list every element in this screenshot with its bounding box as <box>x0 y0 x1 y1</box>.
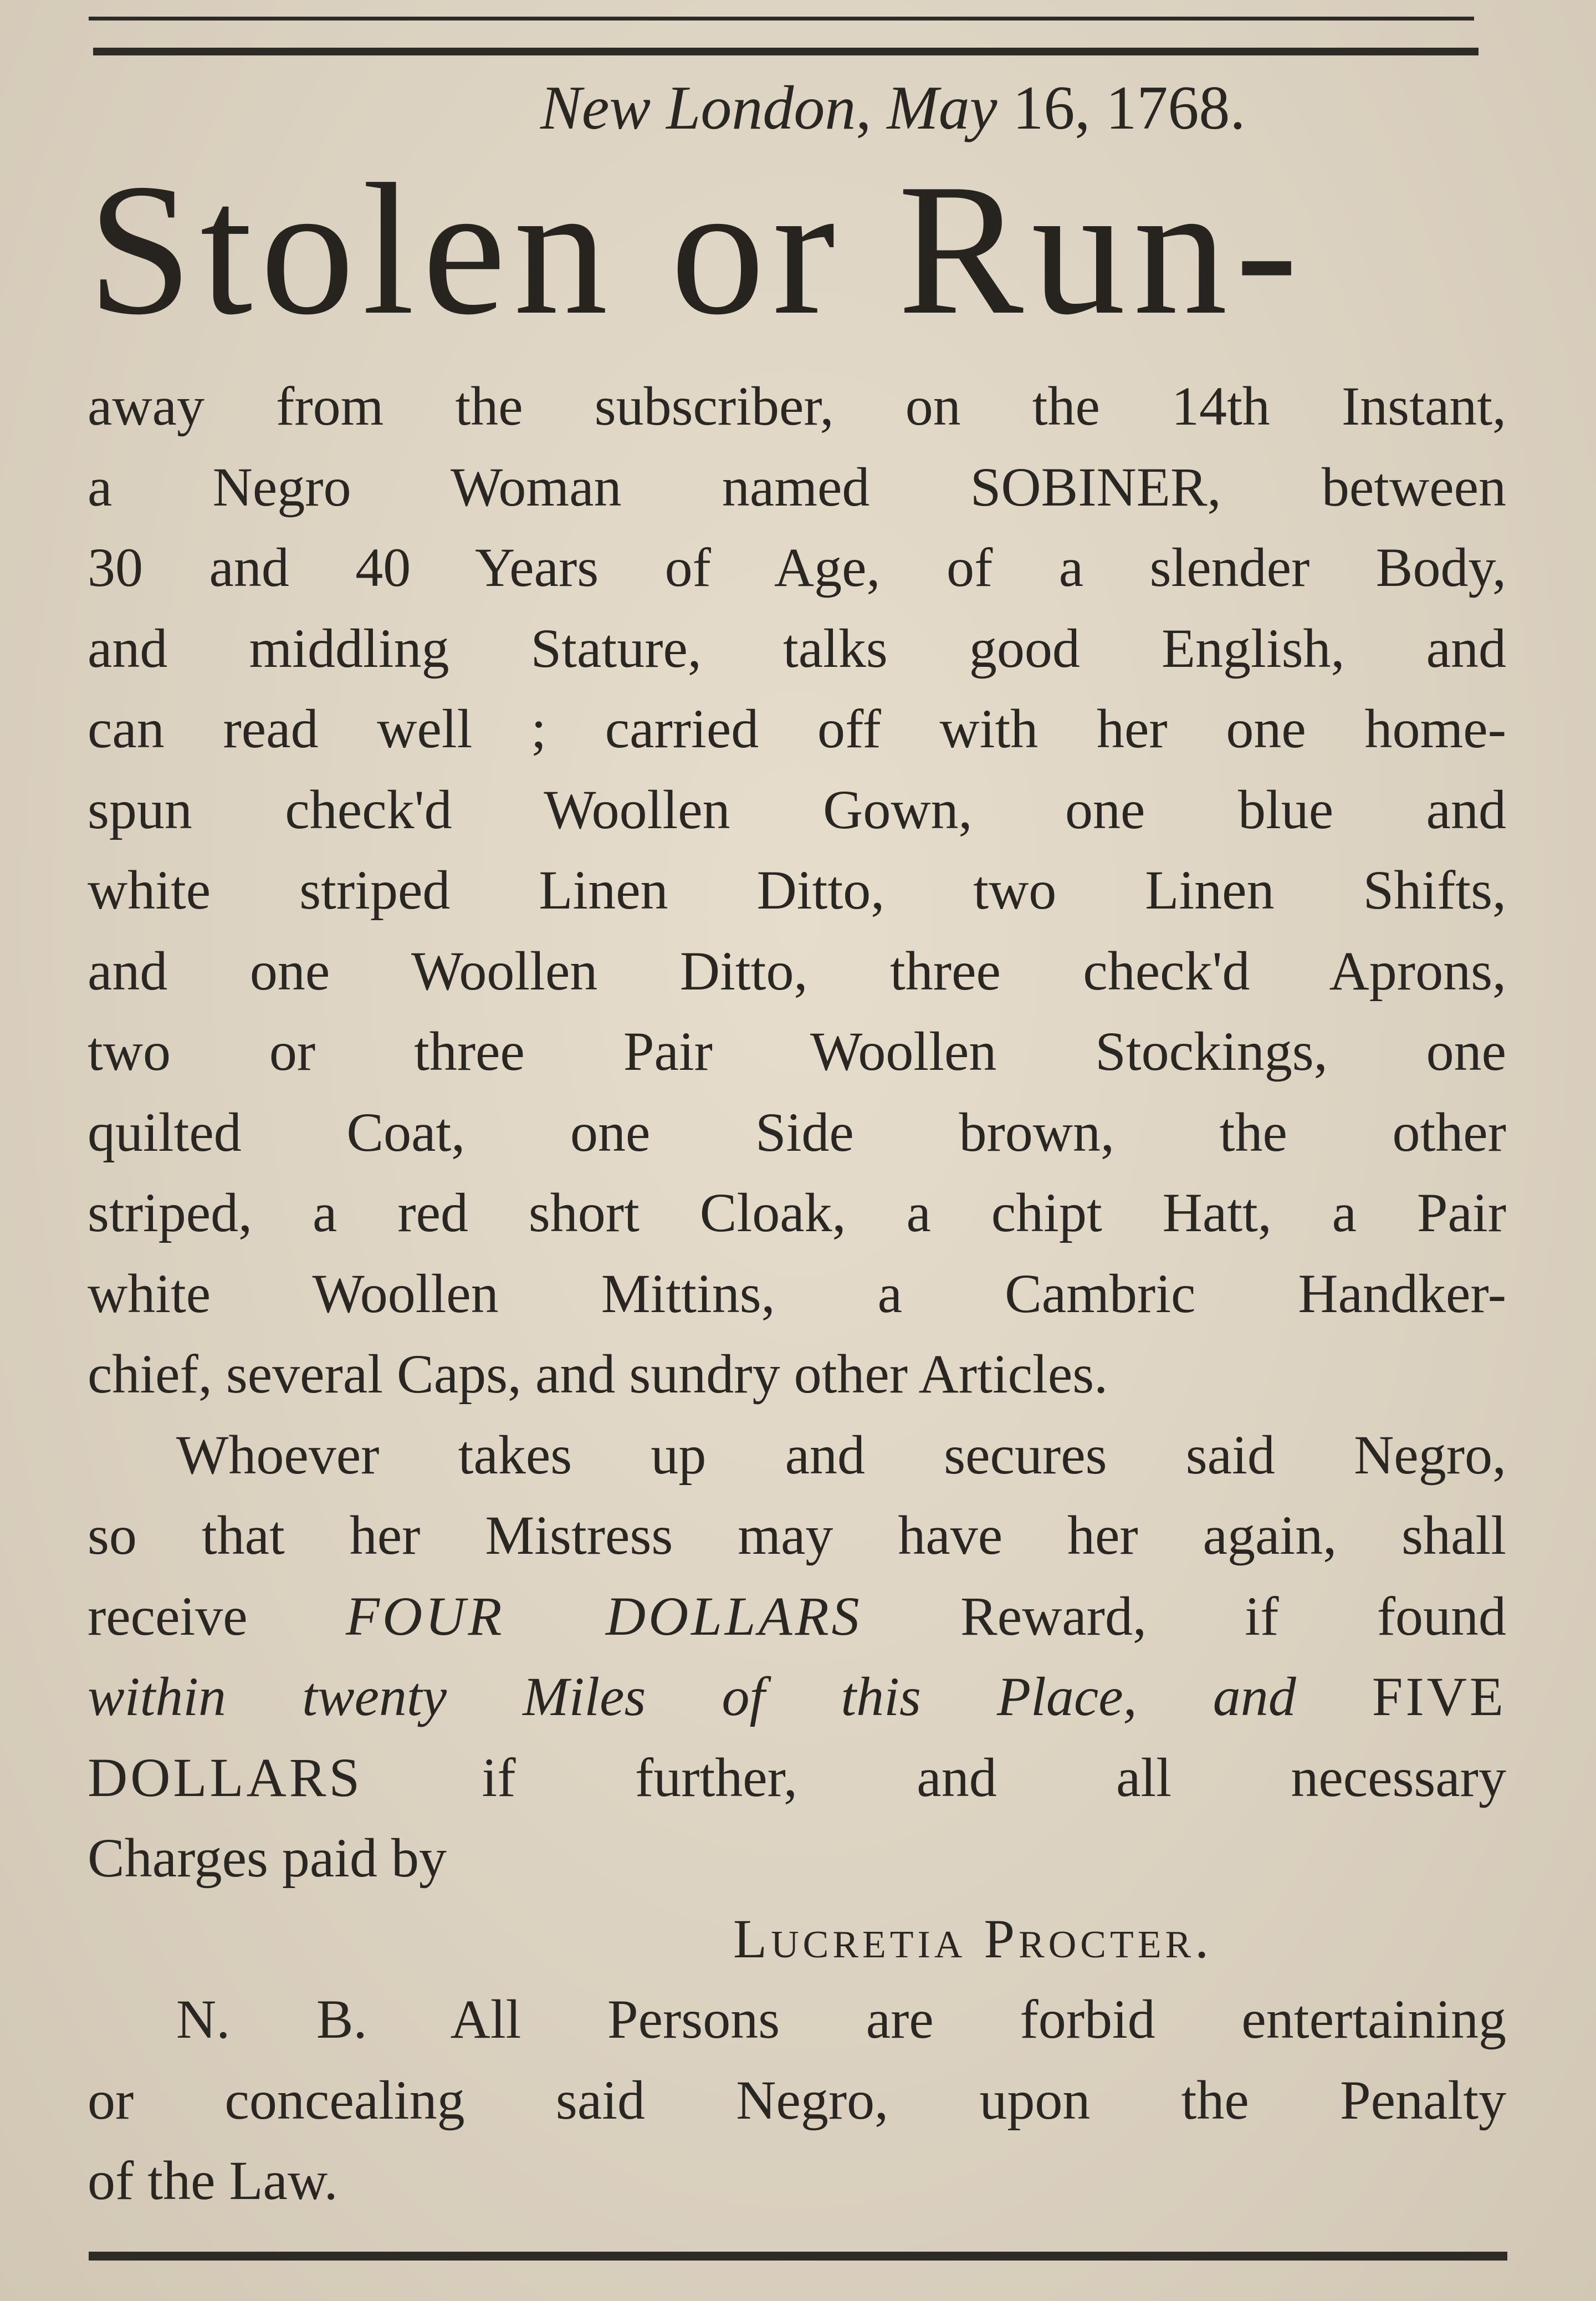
reward-line <box>88 1656 1506 1737</box>
body-line: quilted Coat, one Side brown, the other <box>88 1101 1506 1163</box>
bottom-rule <box>89 2252 1507 2261</box>
reward-line: Whoever takes up and secures said Negro, <box>176 1424 1506 1486</box>
body-line: away from the subscriber, on the 14th Instant, <box>88 375 1506 437</box>
advertisement-body <box>88 366 1506 2221</box>
body-line: 30 and 40 Years of Age, of a slender Body, <box>88 537 1506 598</box>
top-rule-thick <box>93 48 1479 55</box>
reward-line <box>88 1576 1506 1657</box>
note-line: of the Law. <box>88 2150 338 2211</box>
reward-line: so that her Mistress may have her again, shall <box>88 1504 1506 1566</box>
reward-dollars: DOLLARS <box>88 1746 363 1808</box>
reward-text-italic: within twenty Miles of this Place, and <box>88 1666 1372 1727</box>
dateline-month: May <box>887 74 998 142</box>
body-line: white striped Linen Ditto, two Linen Shifts, <box>88 859 1506 921</box>
reward-amount-four: FOUR DOLLARS <box>345 1585 862 1647</box>
reward-line <box>88 1737 1506 1818</box>
body-line: spun check'd Woollen Gown, one blue and <box>88 778 1506 840</box>
body-line: can read well ; carried off with her one home- <box>88 698 1506 759</box>
body-line: striped, a red short Cloak, a chipt Hatt, a Pair <box>88 1182 1506 1243</box>
reward-text: if further, and all necessary <box>362 1746 1506 1808</box>
note-line: N. B. All Persons are forbid entertaining <box>176 1988 1506 2050</box>
note-line: or concealing said Negro, upon the Penalty <box>88 2069 1506 2131</box>
body-line: white Woollen Mittins, a Cambric Handker- <box>88 1262 1506 1324</box>
reward-text: receive <box>88 1585 346 1647</box>
dateline <box>540 72 1245 144</box>
reward-line: Charges paid by <box>88 1827 447 1889</box>
dateline-place: New London <box>540 74 856 142</box>
dateline-day-year: 16, 1768. <box>1012 74 1246 142</box>
top-rule-thin <box>89 17 1474 21</box>
body-line: chief, several Caps, and sundry other Articles. <box>88 1343 1108 1405</box>
body-line: two or three Pair Woollen Stockings, one <box>88 1021 1506 1082</box>
body-line: a Negro Woman named SOBINER, between <box>88 456 1506 518</box>
body-line: and one Woollen Ditto, three check'd Aprons, <box>88 940 1506 1002</box>
reward-text: Reward, if found <box>862 1585 1506 1647</box>
body-line: and middling Stature, talks good English, and <box>88 617 1506 679</box>
reward-amount-five: FIVE <box>1372 1666 1506 1727</box>
headline: Stolen or Run- <box>88 145 1306 354</box>
signature: Lucretia Procter. <box>733 1907 1213 1970</box>
dateline-comma: , <box>856 74 887 142</box>
